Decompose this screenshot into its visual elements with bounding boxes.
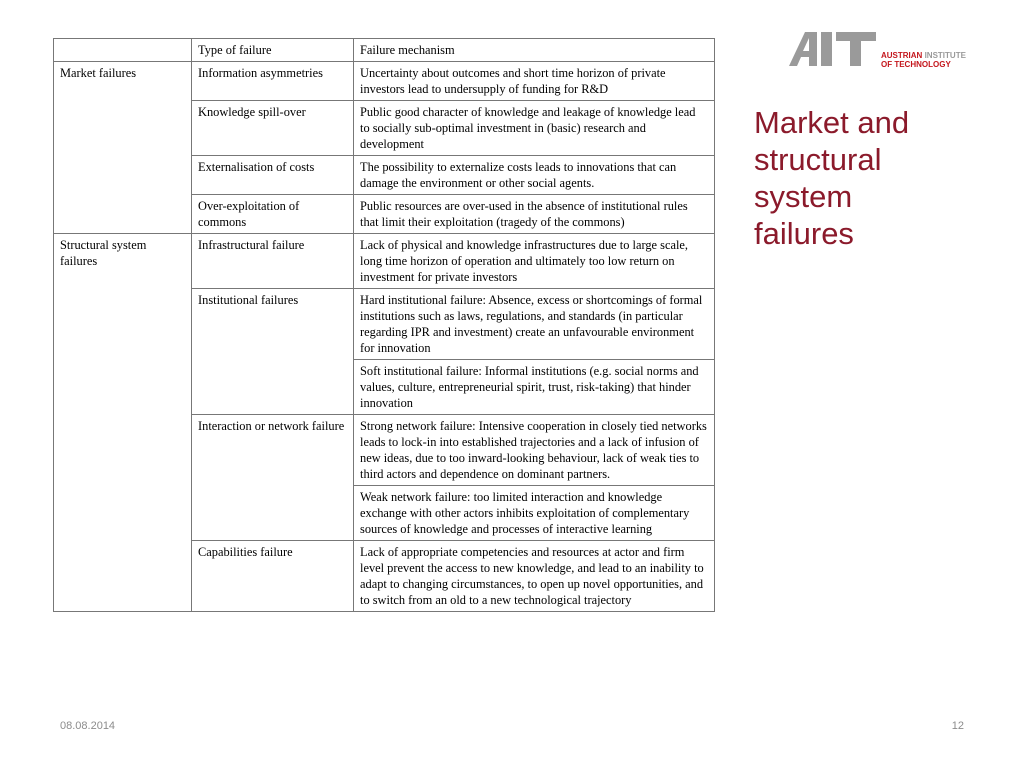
mechanism-cell: Strong network failure: Intensive cooperation in closely tied networks leads to lock-in into established trajectories and a lack of infusion of new ideas, due to too inward-looking behaviour, lack of weak ties to third actors and dependence on dominant partners.	[354, 415, 715, 486]
header-type-of-failure: Type of failure	[192, 39, 354, 62]
logo-line-2	[881, 60, 951, 69]
logo-line-1	[881, 51, 966, 60]
type-cell: Over-exploitation of commons	[192, 195, 354, 234]
table-row	[54, 62, 715, 101]
type-cell: Institutional failures	[192, 289, 354, 415]
mechanism-cell: Lack of physical and knowledge infrastructures due to large scale, long time horizon of operation and ultimately too low return on investment for private investors	[354, 234, 715, 289]
header-empty-cell	[54, 39, 192, 62]
mechanism-cell: Public good character of knowledge and leakage of knowledge lead to socially sub-optimal investment in (basic) research and development	[354, 101, 715, 156]
type-cell: Knowledge spill-over	[192, 101, 354, 156]
mechanism-cell: The possibility to externalize costs leads to innovations that can damage the environment or other social agents.	[354, 156, 715, 195]
mechanism-cell: Uncertainty about outcomes and short time horizon of private investors lead to undersupply of funding for R&D	[354, 62, 715, 101]
type-cell: Infrastructural failure	[192, 234, 354, 289]
page-number: 12	[951, 720, 964, 732]
type-cell: Capabilities failure	[192, 541, 354, 612]
logo-word-institute: INSTITUTE	[924, 51, 966, 60]
logo-word-of-technology: OF TECHNOLOGY	[881, 60, 951, 69]
mechanism-cell: Public resources are over-used in the absence of institutional rules that limit their exploitation (tragedy of the commons)	[354, 195, 715, 234]
mechanism-cell: Weak network failure: too limited interaction and knowledge exchange with other actors inhibits exploitation of complementary sources of knowledge and processes of interactive learning	[354, 486, 715, 541]
group-market-failures: Market failures	[54, 62, 192, 234]
type-cell: Interaction or network failure	[192, 415, 354, 541]
table-row	[54, 234, 715, 289]
type-cell: Externalisation of costs	[192, 156, 354, 195]
group-structural-failures: Structural system failures	[54, 234, 192, 612]
mechanism-cell: Lack of appropriate competencies and resources at actor and firm level prevent the access to new knowledge, and lead to an inability to adapt to changing circumstances, to open up novel opportunities, and to switch from an old to a new technological trajectory	[354, 541, 715, 612]
ait-logo	[789, 30, 979, 68]
mechanism-cell: Soft institutional failure: Informal institutions (e.g. social norms and values, culture, entrepreneurial spirit, trust, risk-taking) that hinder innovation	[354, 360, 715, 415]
table-header-row	[54, 39, 715, 62]
type-cell: Information asymmetries	[192, 62, 354, 101]
mechanism-cell: Hard institutional failure: Absence, excess or shortcomings of formal institutions such as laws, regulations, and standards (in particular regarding IPR and investment) create an unfavourable environment for innovation	[354, 289, 715, 360]
failures-table	[53, 38, 715, 612]
slide-title: Market and structural system failures	[754, 105, 910, 251]
header-failure-mechanism: Failure mechanism	[354, 39, 715, 62]
footer-date: 08.08.2014	[60, 720, 116, 732]
logo-word-austrian: AUSTRIAN	[881, 51, 923, 60]
ait-logo-mark	[789, 30, 881, 68]
